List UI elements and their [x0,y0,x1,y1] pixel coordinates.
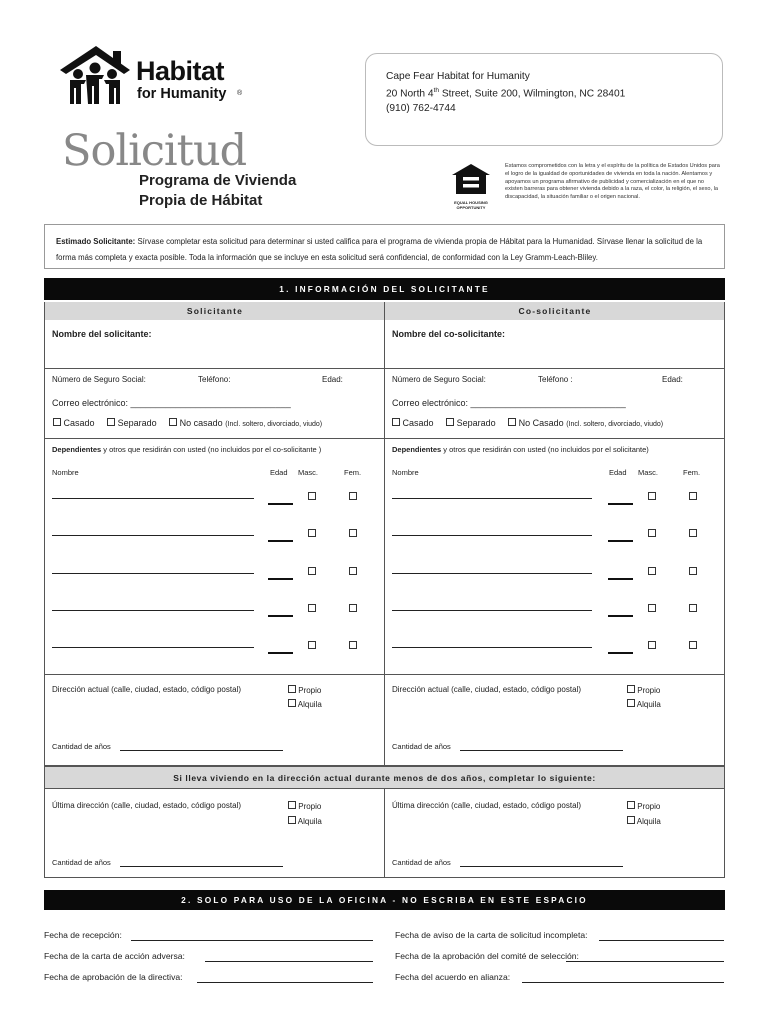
coapplicant-dependent-name-field[interactable] [392,535,592,536]
equal-housing-logo [450,163,492,210]
coapplicant-dependent-age-field[interactable] [608,503,633,505]
coapplicant-col-female: Fem. [683,468,701,477]
coapplicant-dependent-age-field[interactable] [608,652,633,654]
rent-checkbox[interactable] [288,699,296,707]
office-right-field[interactable] [566,961,724,962]
coapplicant-dependent-female-checkbox[interactable] [689,492,697,500]
coapplicant-dependent-name-field[interactable] [392,498,592,499]
applicant-address-label: Dirección actual (calle, ciudad, estado, código postal) [52,685,241,694]
coapplicant-address-label: Dirección actual (calle, ciudad, estado, código postal) [392,685,581,694]
coapplicant-prev-rent-option: Alquila [627,816,661,826]
coapplicant-dependent-male-checkbox[interactable] [648,567,656,575]
intro-body: Sírvase completar esta solicitud para determinar si usted califica para el programa de vivienda propia de Hábitat para la Humanidad. Sírvase llenar la solicitud de la forma más completa y exacta posible. Toda la información que se incluye en esta solicitud será confidencial, de conformidad con la Ley Gramm-Leach-Bliley. [56,237,703,262]
applicant-prev-years-label: Cantidad de años [52,858,111,867]
applicant-dependent-name-field[interactable] [52,535,254,536]
applicant-prev-own-option: Propio [288,801,321,811]
applicant-dependent-female-checkbox[interactable] [349,529,357,537]
applicant-dependent-age-field[interactable] [268,540,293,542]
office-right-label: Fecha del acuerdo en alianza: [395,972,511,982]
married-checkbox[interactable] [53,418,61,426]
applicant-dependent-age-field[interactable] [268,652,293,654]
office-left-label: Fecha de aprobación de la directiva: [44,972,183,982]
applicant-ssn-label: Número de Seguro Social: [52,375,146,384]
coapplicant-email-field[interactable]: Correo electrónico: _______________________________ [392,398,626,408]
section-1-header: 1. INFORMACIÓN DEL SOLICITANTE [44,278,725,300]
coapplicant-age-label: Edad: [662,375,683,384]
coapplicant-dependent-female-checkbox[interactable] [689,604,697,612]
unmarried-checkbox[interactable] [508,418,516,426]
coapplicant-dependent-male-checkbox[interactable] [648,604,656,612]
applicant-years-field[interactable] [120,750,283,751]
coapplicant-column-header: Co-solicitante [518,306,592,316]
coapplicant-prev-years-field[interactable] [460,866,623,867]
rent-checkbox[interactable] [288,816,296,824]
office-street: 20 North 4th Street, Suite 200, Wilmington, NC 28401 [386,87,626,100]
applicant-phone-label: Teléfono: [198,375,231,384]
applicant-col-male: Masc. [298,468,319,477]
coapplicant-name-label: Nombre del co-solicitante: [392,329,506,339]
applicant-dependent-name-field[interactable] [52,573,254,574]
office-right-label: Fecha de aviso de la carta de solicitud incompleta: [395,930,588,940]
coapplicant-rent-option: Alquila [627,699,661,709]
habitat-logo [58,44,248,110]
coapplicant-prev-years-label: Cantidad de años [392,858,451,867]
coapplicant-dependent-name-field[interactable] [392,610,592,611]
previous-address-header: Si lleva viviendo en la dirección actual durante menos de dos años, completar lo siguiente: [44,766,725,788]
applicant-col-age: Edad [270,468,288,477]
rent-checkbox[interactable] [627,816,635,824]
section-2-header: 2. SOLO PARA USO DE LA OFICINA - NO ESCRIBA EN ESTE ESPACIO [44,890,725,910]
rent-checkbox[interactable] [627,699,635,707]
coapplicant-years-label: Cantidad de años [392,742,451,751]
intro-lead: Estimado Solicitante: [56,237,136,246]
applicant-own-option: Propio [288,685,321,695]
applicant-dependent-name-field[interactable] [52,647,254,648]
office-left-label: Fecha de recepción: [44,930,122,940]
coapplicant-phone-label: Teléfono : [538,375,573,384]
own-checkbox[interactable] [627,685,635,693]
applicant-dependent-male-checkbox[interactable] [308,492,316,500]
applicant-dependent-age-field[interactable] [268,615,293,617]
applicant-dependent-male-checkbox[interactable] [308,529,316,537]
office-left-field[interactable] [131,940,373,941]
house-people-icon [58,44,132,106]
coapplicant-col-age: Edad [609,468,627,477]
separated-checkbox[interactable] [446,418,454,426]
coapplicant-dependent-female-checkbox[interactable] [689,529,697,537]
program-line-2: Propia de Hábitat [139,192,263,209]
office-name: Cape Fear Habitat for Humanity [386,71,530,82]
coapplicant-own-option: Propio [627,685,660,695]
applicant-prev-rent-option: Alquila [288,816,322,826]
coapplicant-dependent-name-field[interactable] [392,647,592,648]
coapplicant-ssn-label: Número de Seguro Social: [392,375,486,384]
coapplicant-last-address-label: Última dirección (calle, ciudad, estado, código postal) [392,801,581,810]
coapplicant-dependent-male-checkbox[interactable] [648,641,656,649]
registered-mark: ® [237,90,243,97]
applicant-last-address-label: Última dirección (calle, ciudad, estado, código postal) [52,801,241,810]
applicant-name-label: Nombre del solicitante: [52,329,152,339]
applicant-dependent-name-field[interactable] [52,610,254,611]
coapplicant-col-name: Nombre [392,468,419,477]
own-checkbox[interactable] [288,685,296,693]
coapplicant-dependent-age-field[interactable] [608,578,633,580]
office-right-field[interactable] [522,982,724,983]
applicant-col-name: Nombre [52,468,79,477]
office-left-label: Fecha de la carta de acción adversa: [44,951,185,961]
office-left-field[interactable] [205,961,373,962]
applicant-rent-option: Alquila [288,699,322,709]
applicant-dependent-male-checkbox[interactable] [308,567,316,575]
applicant-email-field[interactable]: Correo electrónico: ________________________________ [52,398,291,408]
applicant-dependent-female-checkbox[interactable] [349,641,357,649]
separated-checkbox[interactable] [107,418,115,426]
office-right-field[interactable] [599,940,724,941]
coapplicant-dependent-male-checkbox[interactable] [648,492,656,500]
own-checkbox[interactable] [288,801,296,809]
applicant-age-label: Edad: [322,375,343,384]
applicant-dependent-age-field[interactable] [268,503,293,505]
own-checkbox[interactable] [627,801,635,809]
married-checkbox[interactable] [392,418,400,426]
office-address-box [365,53,723,146]
intro-box [44,224,725,269]
coapplicant-prev-own-option: Propio [627,801,660,811]
office-left-field[interactable] [197,982,373,983]
coapplicant-dependent-female-checkbox[interactable] [689,641,697,649]
office-right-label: Fecha de la aprobación del comité de selección: [395,951,579,961]
applicant-dependents-label: Dependientes y otros que residirán con usted (no incluidos por el co-solicitante ) [52,445,322,454]
logo-name: Habitat [136,56,225,86]
office-phone: (910) 762-4744 [386,102,456,114]
applicant-col-female: Fem. [344,468,362,477]
coapplicant-dependent-age-field[interactable] [608,540,633,542]
coapplicant-col-male: Masc. [638,468,659,477]
program-line-1: Programa de Vivienda [139,172,297,189]
applicant-dependent-female-checkbox[interactable] [349,604,357,612]
coapplicant-years-field[interactable] [460,750,623,751]
row-divider [44,674,725,675]
applicant-prev-years-field[interactable] [120,866,283,867]
coapplicant-dependents-label: Dependientes y otros que residirán con usted (no incluidos por el solicitante) [392,445,649,454]
applicant-dependent-female-checkbox[interactable] [349,567,357,575]
row-divider [44,368,725,369]
unmarried-checkbox[interactable] [169,418,177,426]
coapplicant-dependent-name-field[interactable] [392,573,592,574]
applicant-dependent-male-checkbox[interactable] [308,604,316,612]
coapplicant-marital-status: Casado Separado No Casado (Incl. soltero, divorciado, viudo) [392,418,663,428]
row-divider [44,438,725,439]
applicant-column-header: Solicitante [186,306,244,316]
column-divider [384,302,385,766]
applicant-dependent-name-field[interactable] [52,498,254,499]
applicant-dependent-female-checkbox[interactable] [349,492,357,500]
applicant-marital-status: Casado Separado No casado (Incl. soltero, divorciado, viudo) [53,418,322,428]
applicant-years-label: Cantidad de años [52,742,111,751]
equal-housing-icon [450,163,492,195]
logo-subtitle: for Humanity [137,86,227,102]
equal-housing-statement: Estamos comprometidos con la letra y el espíritu de la política de Estados Unidos para el logro de la igualdad de oportunidades de vivienda en toda la nación. Alentamos y apoyamos un programa afirmativo de publicidad y comercialización en el que no existen barreras para obtener vivienda debido a la raza, el color, la religión, el sexo, la discapacidad, la situación familiar o el origen nacional. [505,163,720,201]
equal-housing-logo-text: EQUAL HOUSING OPPORTUNITY [454,200,488,210]
applicant-dependent-male-checkbox[interactable] [308,641,316,649]
coapplicant-dependent-female-checkbox[interactable] [689,567,697,575]
coapplicant-dependent-male-checkbox[interactable] [648,529,656,537]
page-title: Solicitud [62,126,247,176]
applicant-dependent-age-field[interactable] [268,578,293,580]
column-divider [384,788,385,878]
coapplicant-dependent-age-field[interactable] [608,615,633,617]
